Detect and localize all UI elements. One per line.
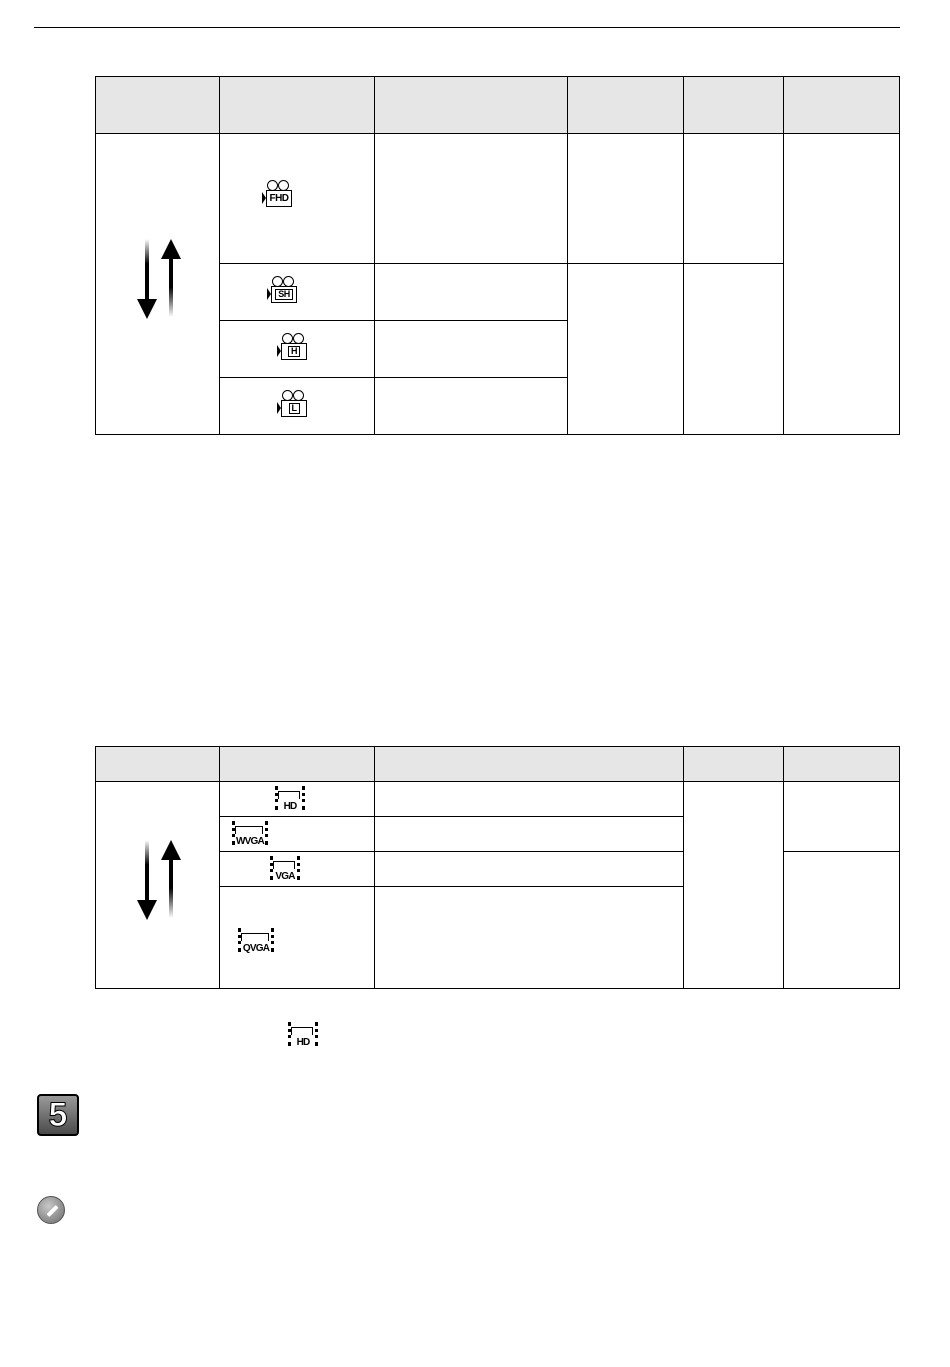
header-cell: [684, 77, 784, 134]
table-cell: [784, 782, 900, 852]
icon-cell: [220, 321, 375, 378]
header-cell: [375, 747, 684, 782]
step-number-badge: [37, 1094, 79, 1136]
table-cell: [375, 321, 568, 378]
video-quality-h-icon: H: [277, 333, 307, 361]
icon-cell: [220, 852, 375, 887]
avchd-quality-table: [95, 76, 900, 435]
header-cell: [375, 77, 568, 134]
table-cell: [375, 264, 568, 321]
video-quality-vga-icon: VGA: [270, 856, 298, 882]
quality-direction-cell: [96, 782, 220, 989]
direction-arrows: [123, 239, 193, 329]
header-cell: [784, 747, 900, 782]
header-cell: [684, 747, 784, 782]
header-cell: [96, 747, 220, 782]
pencil-icon: [37, 1196, 65, 1224]
table-cell: [684, 134, 784, 264]
icon-cell: [220, 782, 375, 817]
header-cell: [568, 77, 684, 134]
video-quality-sh-icon: SH: [267, 276, 297, 304]
header-cell: [220, 77, 375, 134]
video-quality-wvga-icon: WVGA: [232, 821, 266, 847]
arrow-down-icon: [137, 239, 157, 319]
arrow-up-icon: [161, 840, 181, 920]
video-quality-qvga-icon: QVGA: [238, 928, 272, 954]
table-cell: [375, 887, 684, 989]
header-cell: [784, 77, 900, 134]
table-header-row: [96, 747, 900, 782]
icon-cell: [220, 264, 375, 321]
video-quality-hd-icon: HD: [288, 1022, 316, 1048]
icon-cell: [220, 887, 375, 989]
table-cell: [375, 852, 684, 887]
table-cell: [568, 134, 684, 264]
table-cell: [375, 817, 684, 852]
table-cell: [684, 264, 784, 435]
icon-cell: [220, 817, 375, 852]
table-cell: [684, 782, 784, 989]
step-number: 5: [48, 1096, 68, 1134]
table-cell: [375, 378, 568, 435]
table-row: [96, 782, 900, 817]
table-cell: [784, 134, 900, 435]
table-cell: [568, 264, 684, 435]
video-quality-hd-icon: HD: [275, 786, 303, 812]
table-cell: [784, 852, 900, 989]
table-cell: [375, 782, 684, 817]
video-quality-fhd-icon: FHD: [262, 180, 292, 208]
table-cell: [375, 134, 568, 264]
video-quality-l-icon: L: [277, 390, 307, 418]
arrow-down-icon: [137, 840, 157, 920]
icon-cell: [220, 134, 375, 264]
mjpeg-quality-table: [95, 746, 900, 989]
header-cell: [96, 77, 220, 134]
table-header-row: [96, 77, 900, 134]
header-cell: [220, 747, 375, 782]
direction-arrows: [123, 840, 193, 930]
quality-direction-cell: [96, 134, 220, 435]
arrow-up-icon: [161, 239, 181, 319]
icon-cell: [220, 378, 375, 435]
top-rule: [34, 27, 900, 28]
table-row: [96, 134, 900, 264]
